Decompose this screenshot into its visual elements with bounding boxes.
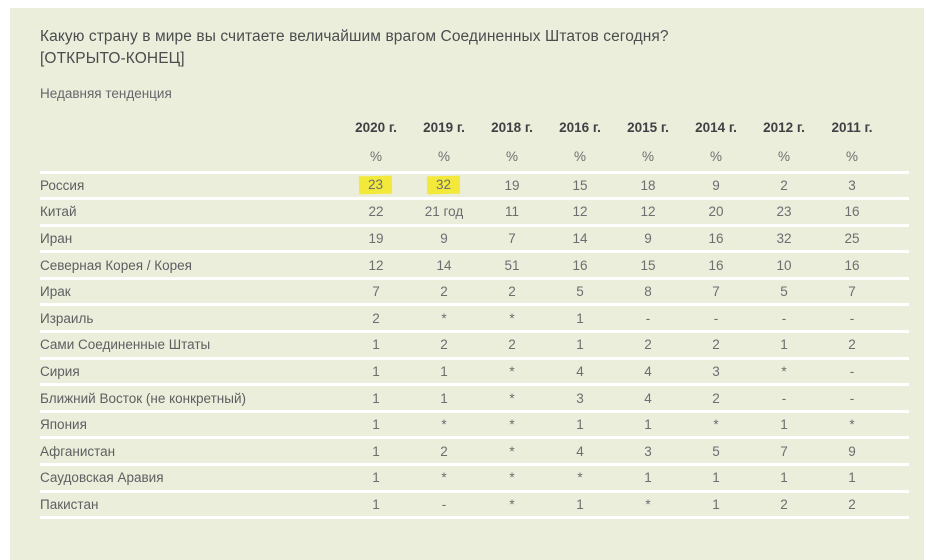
table-row <box>40 172 909 199</box>
value-cell: 22 <box>368 204 384 220</box>
value-cell: 1 <box>576 417 584 433</box>
row-filler-cell <box>886 278 909 305</box>
percent-symbol: % <box>845 148 858 164</box>
value-cell: 4 <box>644 363 652 379</box>
row-filler-cell <box>886 172 909 199</box>
value-cell: * <box>509 443 515 459</box>
highlighted-value: 23 <box>359 176 392 195</box>
value-cell: * <box>509 417 515 433</box>
value-cell: 9 <box>644 230 652 246</box>
country-label: Китай <box>40 204 77 220</box>
value-cell: * <box>509 496 515 512</box>
value-cell: * <box>645 496 651 512</box>
value-cell: 2 <box>508 337 516 353</box>
value-cell: 1 <box>576 337 584 353</box>
country-label: Сирия <box>40 363 80 379</box>
year-header-row <box>40 112 909 142</box>
value-cell: 4 <box>576 363 584 379</box>
value-cell: - <box>781 310 787 326</box>
value-cell: 4 <box>576 443 584 459</box>
table-row <box>40 385 909 412</box>
value-cell: 12 <box>368 257 384 273</box>
value-cell: * <box>441 470 447 486</box>
country-label: Ближний Восток (не конкретный) <box>40 390 246 406</box>
value-cell: 16 <box>708 230 724 246</box>
row-filler-cell <box>886 358 909 385</box>
value-cell: 1 <box>372 470 380 486</box>
value-cell: - <box>781 390 787 406</box>
table-row <box>40 438 909 465</box>
value-cell: 12 <box>640 204 656 220</box>
value-cell: * <box>577 470 583 486</box>
survey-question-line2: [ОТКРЫТО-КОНЕЦ] <box>40 49 185 67</box>
value-cell: 15 <box>640 257 656 273</box>
value-cell: 1 <box>780 470 788 486</box>
value-cell: 5 <box>576 284 584 300</box>
value-cell: 2 <box>508 284 516 300</box>
table-row <box>40 278 909 305</box>
value-cell: 7 <box>372 284 380 300</box>
table-row <box>40 199 909 226</box>
table-row <box>40 252 909 279</box>
value-cell: 5 <box>712 443 720 459</box>
year-column-header: 2011 г. <box>831 119 873 135</box>
table-body <box>40 172 909 518</box>
header-spacer-cell <box>40 142 342 172</box>
value-cell: 2 <box>372 310 380 326</box>
table-row <box>40 491 909 518</box>
value-cell: 7 <box>848 284 856 300</box>
row-filler-cell <box>886 199 909 226</box>
value-cell: - <box>849 310 855 326</box>
content-panel <box>10 8 924 560</box>
country-label: Израиль <box>40 310 94 326</box>
country-label: Ирак <box>40 284 71 300</box>
value-cell: 21 год <box>424 204 464 220</box>
country-label: Япония <box>40 417 87 433</box>
value-cell: * <box>509 310 515 326</box>
value-cell: 2 <box>712 337 720 353</box>
value-cell: 2 <box>848 337 856 353</box>
percent-symbol: % <box>777 148 790 164</box>
value-cell: 15 <box>572 177 588 193</box>
value-cell: 7 <box>780 443 788 459</box>
survey-question-line1: Какую страну в мире вы считаете величайшим врагом Соединенных Штатов сегодня? <box>40 28 669 45</box>
value-cell: * <box>509 470 515 486</box>
value-cell: 1 <box>440 363 448 379</box>
value-cell: 16 <box>708 257 724 273</box>
value-cell: 14 <box>436 257 452 273</box>
header-filler-cell <box>886 142 909 172</box>
value-cell: 10 <box>776 257 792 273</box>
value-cell: - <box>713 310 719 326</box>
value-cell: 2 <box>780 496 788 512</box>
trend-table <box>40 112 909 519</box>
value-cell: 9 <box>848 443 856 459</box>
value-cell: 11 <box>504 204 519 220</box>
value-cell: 3 <box>576 390 584 406</box>
percent-symbol: % <box>369 148 382 164</box>
value-cell: 1 <box>576 496 584 512</box>
value-cell: 1 <box>644 470 652 486</box>
value-cell: * <box>849 417 855 433</box>
year-column-header: 2014 г. <box>695 119 737 135</box>
year-column-header: 2015 г. <box>627 119 669 135</box>
value-cell: 2 <box>712 390 720 406</box>
country-label: Саудовская Аравия <box>40 470 164 486</box>
row-filler-cell <box>886 252 909 279</box>
table-row <box>40 305 909 332</box>
country-label: Пакистан <box>40 496 99 512</box>
country-label: Афганистан <box>40 443 116 459</box>
country-label: Сами Соединенные Штаты <box>40 337 211 353</box>
table-header <box>40 112 909 172</box>
percent-symbol: % <box>437 148 450 164</box>
table-row <box>40 358 909 385</box>
table-row <box>40 411 909 438</box>
value-cell: 16 <box>844 204 860 220</box>
value-cell: - <box>849 363 855 379</box>
country-label: Иран <box>40 230 73 246</box>
year-column-header: 2020 г. <box>355 119 397 135</box>
value-cell: 23 <box>776 204 792 220</box>
value-cell: 1 <box>780 337 788 353</box>
value-cell: 2 <box>780 177 788 193</box>
value-cell: 1 <box>576 310 584 326</box>
value-cell: 2 <box>440 337 448 353</box>
value-cell <box>410 172 478 199</box>
row-filler-cell <box>886 438 909 465</box>
value-cell: 1 <box>372 337 380 353</box>
value-cell: * <box>509 363 515 379</box>
value-cell: 5 <box>780 284 788 300</box>
year-column-header: 2018 г. <box>491 119 533 135</box>
value-cell: 2 <box>848 496 856 512</box>
value-cell: 1 <box>712 470 720 486</box>
row-filler-cell <box>886 385 909 412</box>
value-cell: 8 <box>644 284 652 300</box>
country-label: Северная Корея / Корея <box>40 257 192 273</box>
header-filler-cell <box>886 112 909 142</box>
value-cell: 2 <box>644 337 652 353</box>
row-filler-cell <box>886 305 909 332</box>
value-cell: - <box>441 496 447 512</box>
value-cell: 7 <box>712 284 720 300</box>
survey-question-title <box>40 26 924 69</box>
value-cell: 9 <box>712 177 720 193</box>
percent-symbol: % <box>641 148 654 164</box>
value-cell: 1 <box>372 496 380 512</box>
value-cell: 16 <box>844 257 860 273</box>
table-row <box>40 225 909 252</box>
value-cell: - <box>849 390 855 406</box>
value-cell: 1 <box>644 417 652 433</box>
percent-symbol: % <box>505 148 518 164</box>
value-cell: 19 <box>504 177 520 193</box>
value-cell: 7 <box>508 230 516 246</box>
value-cell: * <box>441 310 447 326</box>
value-cell: 1 <box>372 363 380 379</box>
percent-symbol: % <box>709 148 722 164</box>
header-spacer-cell <box>40 112 342 142</box>
value-cell: 1 <box>372 417 380 433</box>
year-column-header: 2019 г. <box>423 119 465 135</box>
value-cell: 2 <box>440 284 448 300</box>
row-filler-cell <box>886 491 909 518</box>
value-cell: * <box>509 390 515 406</box>
value-cell: 9 <box>440 230 448 246</box>
value-cell: 1 <box>372 443 380 459</box>
value-cell: 4 <box>644 390 652 406</box>
value-cell: * <box>781 363 787 379</box>
value-cell: 12 <box>572 204 588 220</box>
row-filler-cell <box>886 465 909 492</box>
value-cell: 51 <box>504 257 520 273</box>
value-cell: 1 <box>440 390 448 406</box>
value-cell: 18 <box>640 177 656 193</box>
value-cell: 16 <box>572 257 588 273</box>
table-row <box>40 465 909 492</box>
value-cell: 3 <box>644 443 652 459</box>
value-cell: 1 <box>712 496 720 512</box>
percent-header-row <box>40 142 909 172</box>
percent-symbol: % <box>573 148 586 164</box>
value-cell: 3 <box>712 363 720 379</box>
trend-subtitle: Недавняя тенденция <box>40 86 172 101</box>
country-label: Россия <box>40 177 85 193</box>
highlighted-value: 32 <box>427 176 460 195</box>
value-cell: - <box>645 310 651 326</box>
row-filler-cell <box>886 332 909 359</box>
value-cell: 1 <box>372 390 380 406</box>
table-row <box>40 332 909 359</box>
value-cell: * <box>441 417 447 433</box>
value-cell: 3 <box>848 177 856 193</box>
value-cell: 14 <box>572 230 588 246</box>
value-cell: 32 <box>776 230 792 246</box>
value-cell: 1 <box>848 470 856 486</box>
value-cell <box>342 172 410 199</box>
year-column-header: 2012 г. <box>763 119 805 135</box>
row-filler-cell <box>886 411 909 438</box>
value-cell: * <box>713 417 719 433</box>
value-cell: 1 <box>780 417 788 433</box>
row-filler-cell <box>886 225 909 252</box>
value-cell: 19 <box>368 230 384 246</box>
value-cell: 25 <box>844 230 860 246</box>
value-cell: 20 <box>708 204 724 220</box>
value-cell: 2 <box>440 443 448 459</box>
year-column-header: 2016 г. <box>559 119 601 135</box>
